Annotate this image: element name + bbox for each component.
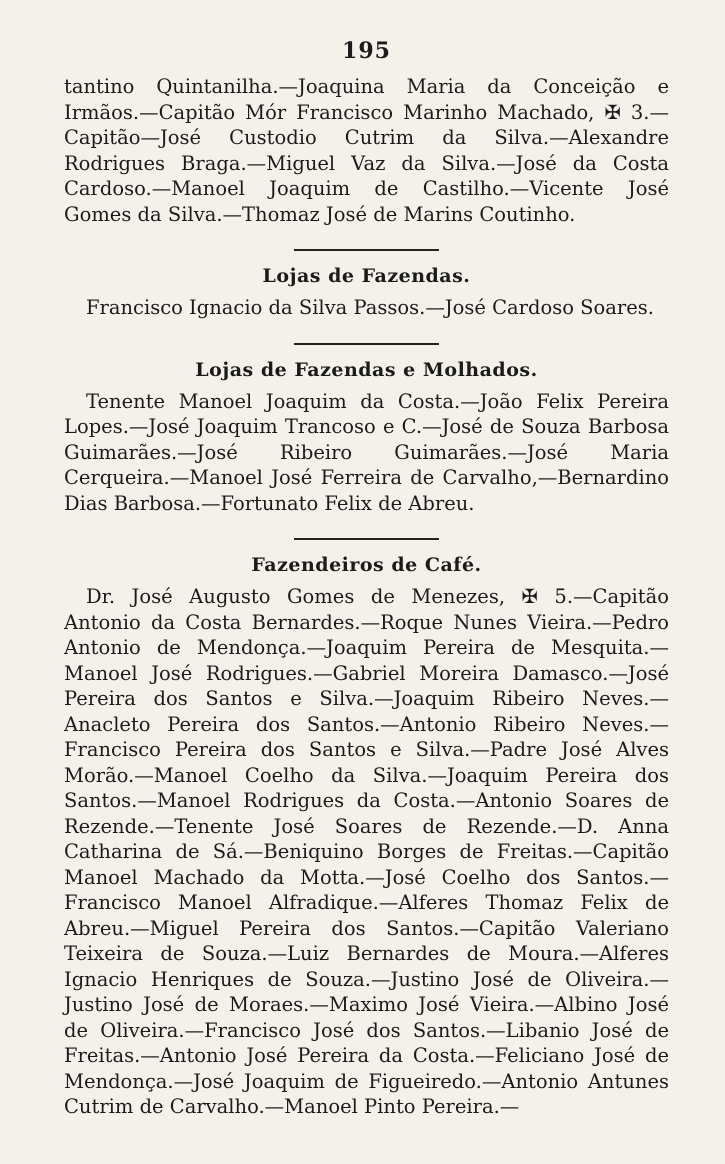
page-number: 195: [342, 38, 391, 64]
section-text-lojas-de-fazendas-e-molhados: Tenente Manoel Joaquim da Costa.—João Felix Pereira Lopes.—José Joaquim Trancoso e C.—José de Souza Barbosa Guimarães.—José Ribeiro Guimarães.—José Maria Cerqueira.—Manoel José Ferreira de Carvalho,—Bernardino Dias Barbosa.—Fortunato Felix de Abreu.: [64, 389, 669, 515]
intro-paragraph: tantino Quintanilha.—Joaquina Maria da Conceição e Irmãos.—Capitão Mór Francisco Marinho Machado, ✠ 3.—Capitão—José Custodio Cutrim da Silva.—Alexandre Rodrigues Braga.—Miguel Vaz da Silva.—José da Costa Cardoso.—Manoel Joaquim de Castilho.—Vicente José Gomes da Silva.—Thomaz José de Marins Coutinho.: [64, 75, 669, 226]
section-divider: [294, 343, 439, 345]
section-text-fazendeiros-de-cafe: Dr. José Augusto Gomes de Menezes, ✠ 5.—Capitão Antonio da Costa Bernardes.—Roque Nunes Vieira.—Pedro Antonio de Mendonça.—Joaquim Pereira de Mesquita.—Manoel José Rodrigues.—Gabriel Moreira Damasco.—José Pereira dos Santos e Silva.—Joaquim Ribeiro Neves.—Anacleto Pereira dos Santos.—Antonio Ribeiro Neves.—Francisco Pereira dos Santos e Silva.—Padre José Alves Morão.—Manoel Coelho da Silva.—Joaquim Pereira dos Santos.—Manoel Rodrigues da Costa.—Antonio Soares de Rezende.—Tenente José Soares de Rezende.—D. Anna Catharina de Sá.—Beniquino Borges de Freitas.—Capitão Manoel Machado da Motta.—José Coelho dos Santos.—Francisco Manoel Alfradique.—Alferes Thomaz Felix de Abreu.—Miguel Pereira dos Santos.—Capitão Valeriano Teixeira de Souza.—Luiz Bernardes de Moura.—Alferes Ignacio Henriques de Souza.—Justino José de Oliveira.—Justino José de Moraes.—Maximo José Vieira.—Albino José de Oliveira.—Francisco José dos Santos.—Libanio José de Freitas.—Antonio José Pereira da Costa.—Feliciano José de Mendonça.—José Joaquim de Figueiredo.—Antonio Antunes Cutrim de Carvalho.—Manoel Pinto Pereira.—: [64, 585, 669, 1118]
section-title-lojas-de-fazendas: Lojas de Fazendas.: [262, 265, 471, 287]
section-title-fazendeiros-de-cafe: Fazendeiros de Café.: [251, 554, 482, 576]
section-divider: [294, 538, 439, 540]
section-text-lojas-de-fazendas: Francisco Ignacio da Silva Passos.—José Cardoso Soares.: [86, 296, 654, 319]
section-divider: [294, 249, 439, 251]
section-title-lojas-de-fazendas-e-molhados: Lojas de Fazendas e Molhados.: [195, 358, 538, 381]
